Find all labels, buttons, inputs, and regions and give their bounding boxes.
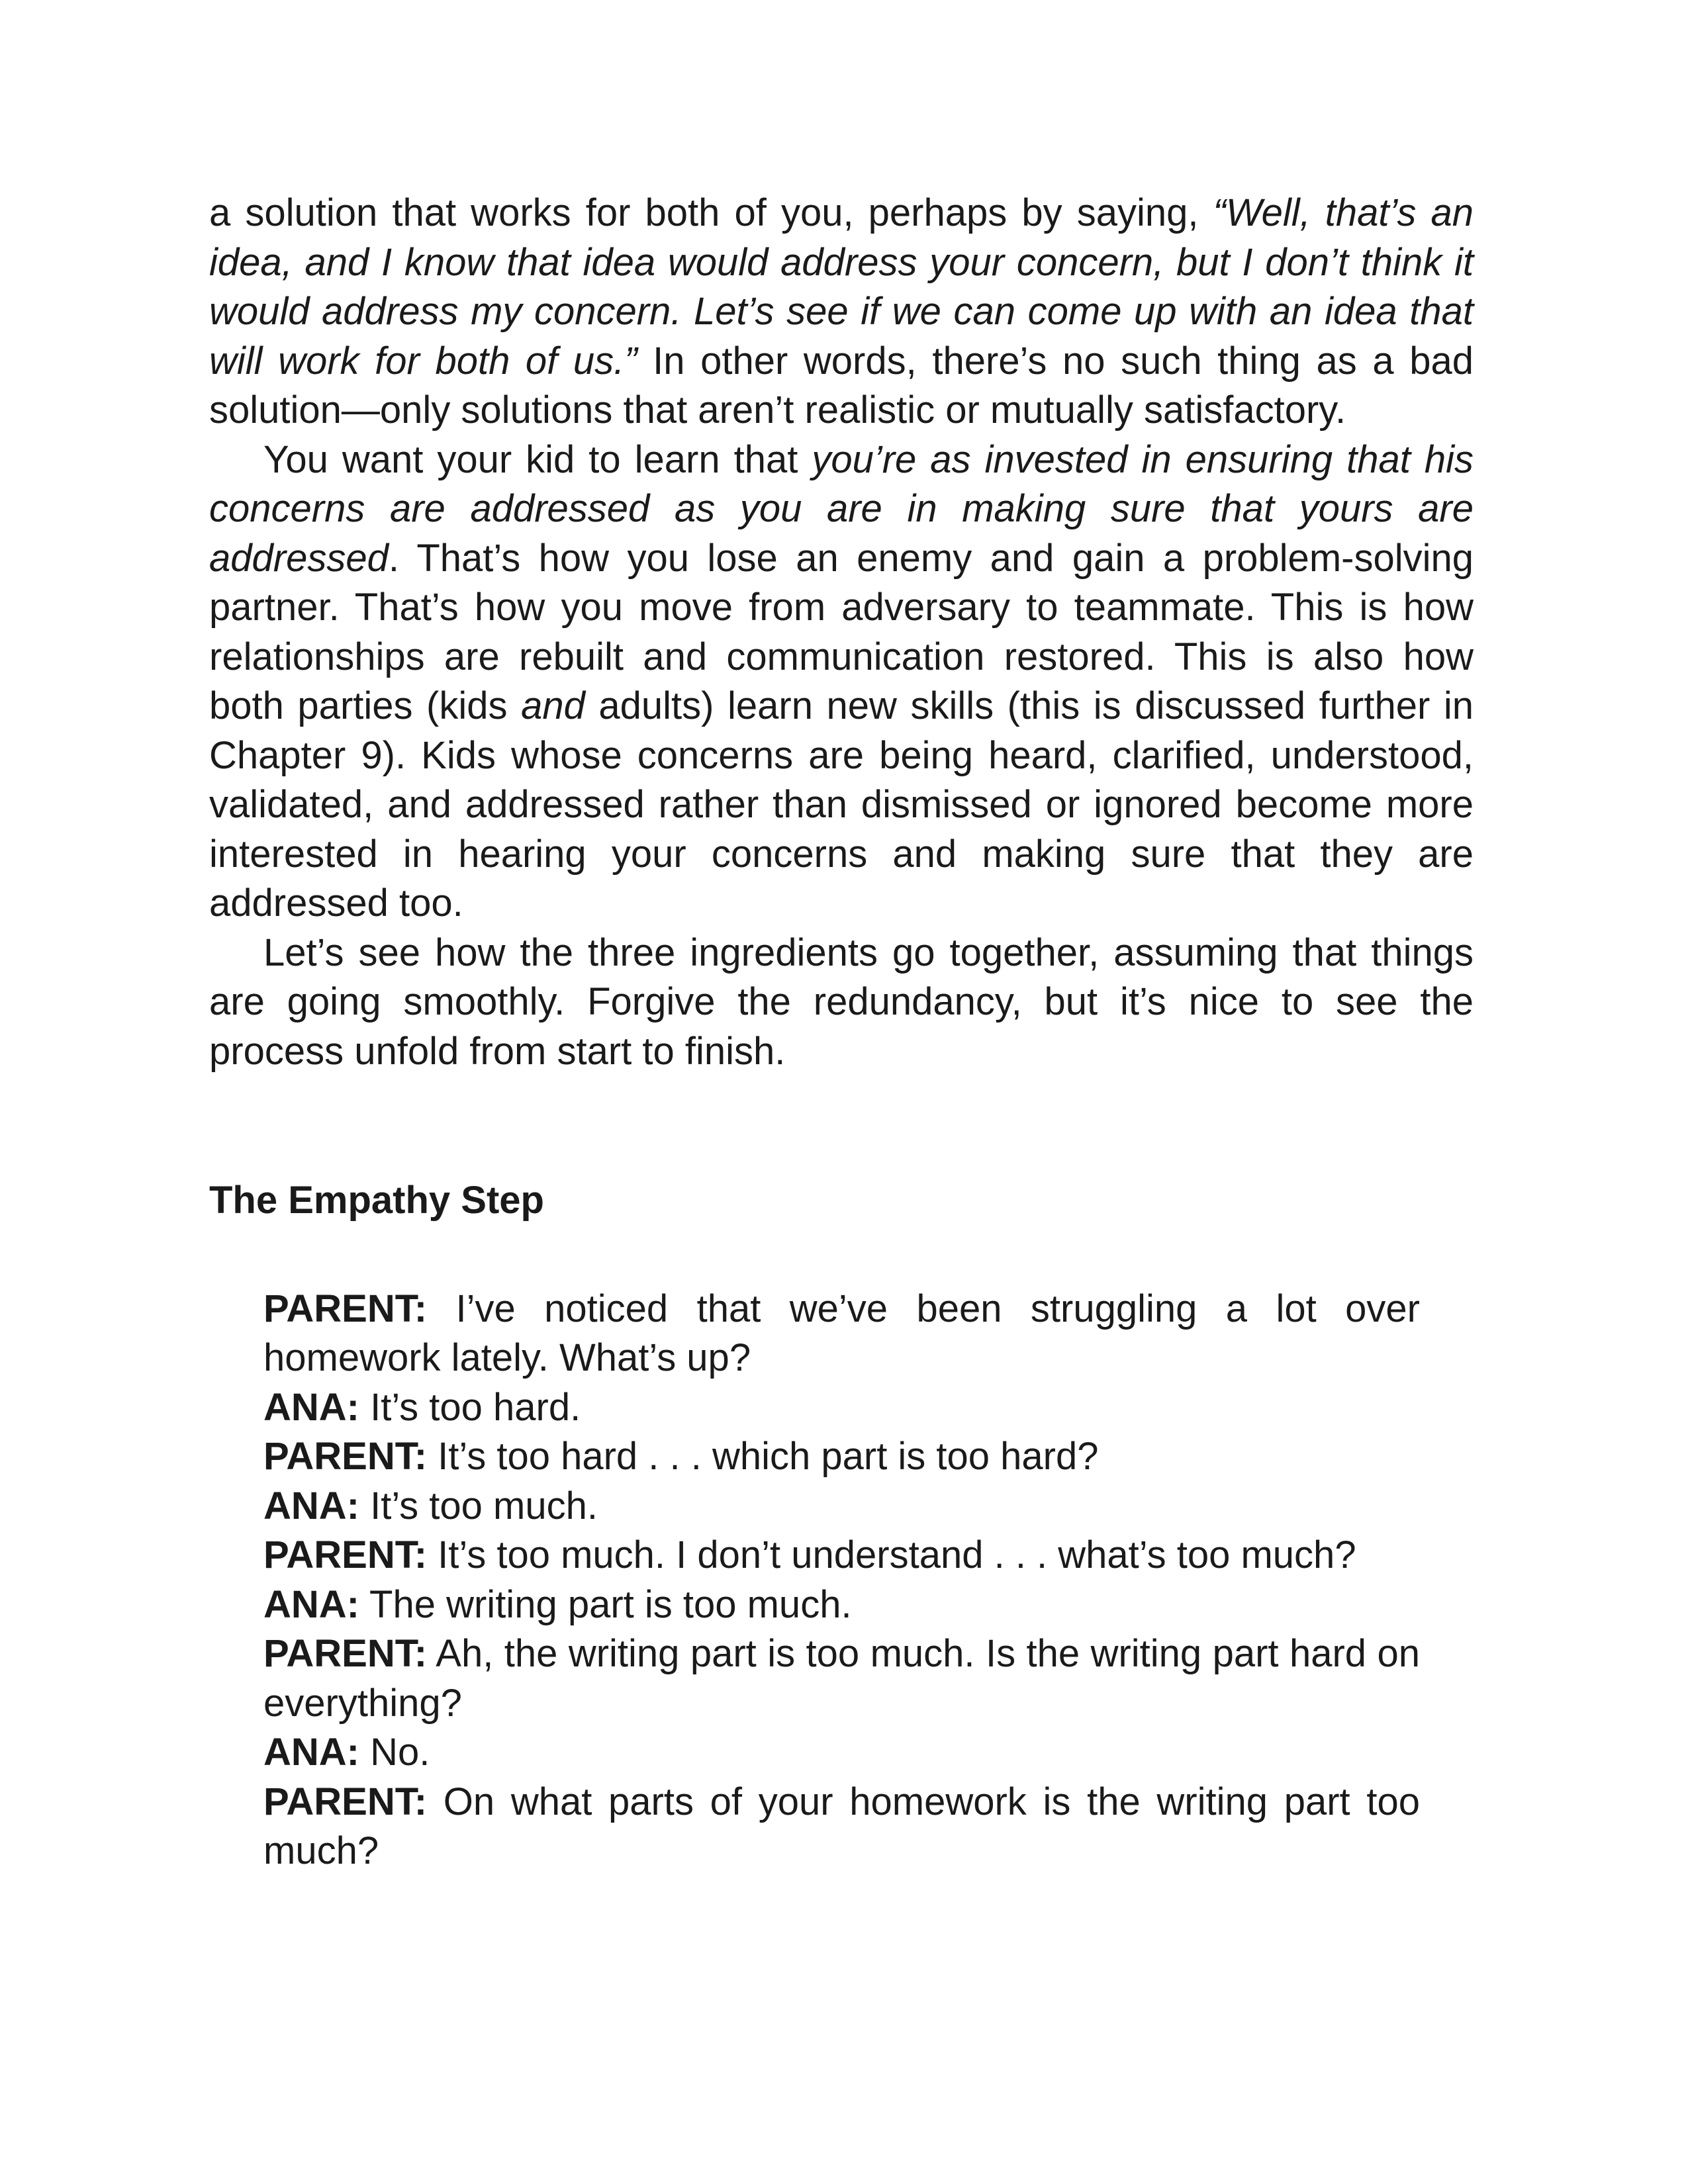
dialogue-line xyxy=(263,1778,1420,1876)
section-heading: The Empathy Step xyxy=(209,1179,544,1222)
speaker-label: PARENT: xyxy=(263,1287,428,1330)
speaker-label: ANA: xyxy=(263,1582,359,1626)
dialogue-line xyxy=(263,1531,1420,1580)
dialogue-line xyxy=(263,1383,1420,1433)
paragraph-3: Let’s see how the three ingredients go together, assuming that things are going smoothly. Forgive the redundancy, but it’s nice to see the process unfold from start to finish. xyxy=(209,931,1474,1073)
dialogue xyxy=(263,1285,1420,1876)
dialogue-text: No. xyxy=(359,1731,430,1774)
speaker-label: PARENT: xyxy=(263,1533,428,1576)
paragraph-2-emphasis-and: and xyxy=(521,684,585,727)
paragraph-2-text-e: adults) learn new skills (this is discussed further in Chapter 9). Kids whose concerns are being heard, clarified, understood, validated, and addressed rather than dismissed or ignored become more interested in hearing your concerns and making sure that they are addressed too. xyxy=(209,684,1474,925)
dialogue-text: On what parts of your homework is the writing part too much? xyxy=(263,1780,1420,1872)
paragraph-2 xyxy=(209,435,1474,929)
dialogue-line xyxy=(263,1580,1420,1630)
paragraph-2-text-a: You want your kid to learn that xyxy=(263,437,812,481)
dialogue-line xyxy=(263,1432,1420,1482)
paragraph-1-text-c: In other words, there’s no such thing as a bad solution—only solutions that aren’t realistic or mutually satisfactory. xyxy=(209,339,1474,432)
dialogue-text: I’ve noticed that we’ve been struggling a lot over homework lately. What’s up? xyxy=(263,1287,1420,1379)
paragraph-2-text-c: . That’s how you lose an enemy and gain a problem-solving partner. That’s how you move from adversary to teammate. This is how relationships are rebuilt and communication restored. This is also how both parties (kids xyxy=(209,536,1474,727)
paragraph-1-text-a: a solution that works for both of you, perhaps by saying, xyxy=(209,191,1213,234)
dialogue-line xyxy=(263,1728,1420,1778)
dialogue-line xyxy=(263,1285,1420,1383)
speaker-label: ANA: xyxy=(263,1484,359,1527)
dialogue-text: It’s too much. I don’t understand . . . what’s too much? xyxy=(427,1533,1356,1576)
dialogue-text: It’s too much. xyxy=(359,1484,598,1527)
speaker-label: PARENT: xyxy=(263,1435,428,1478)
dialogue-line xyxy=(263,1629,1420,1728)
speaker-label: ANA: xyxy=(263,1731,359,1774)
dialogue-text: Ah, the writing part is too much. Is the writing part hard on everything? xyxy=(263,1632,1420,1725)
dialogue-text: It’s too hard. xyxy=(359,1385,581,1429)
speaker-label: PARENT: xyxy=(263,1632,428,1675)
paragraph-1 xyxy=(209,189,1474,435)
dialogue-line xyxy=(263,1482,1420,1531)
speaker-label: ANA: xyxy=(263,1385,359,1429)
dialogue-text: It’s too hard . . . which part is too hard? xyxy=(427,1435,1099,1478)
paragraph-2-emphasis: you’re as invested in ensuring that his concerns are addressed as you are in making sure that yours are addressed xyxy=(209,437,1474,580)
paragraph-1-quote: “Well, that’s an idea, and I know that idea would address your concern, but I don’t think it would address my concern. Let’s see if we can come up with an idea that will work for both of us.” xyxy=(209,191,1474,383)
document-page xyxy=(209,189,1474,1876)
speaker-label: PARENT: xyxy=(263,1780,428,1823)
dialogue-text: The writing part is too much. xyxy=(359,1582,852,1626)
